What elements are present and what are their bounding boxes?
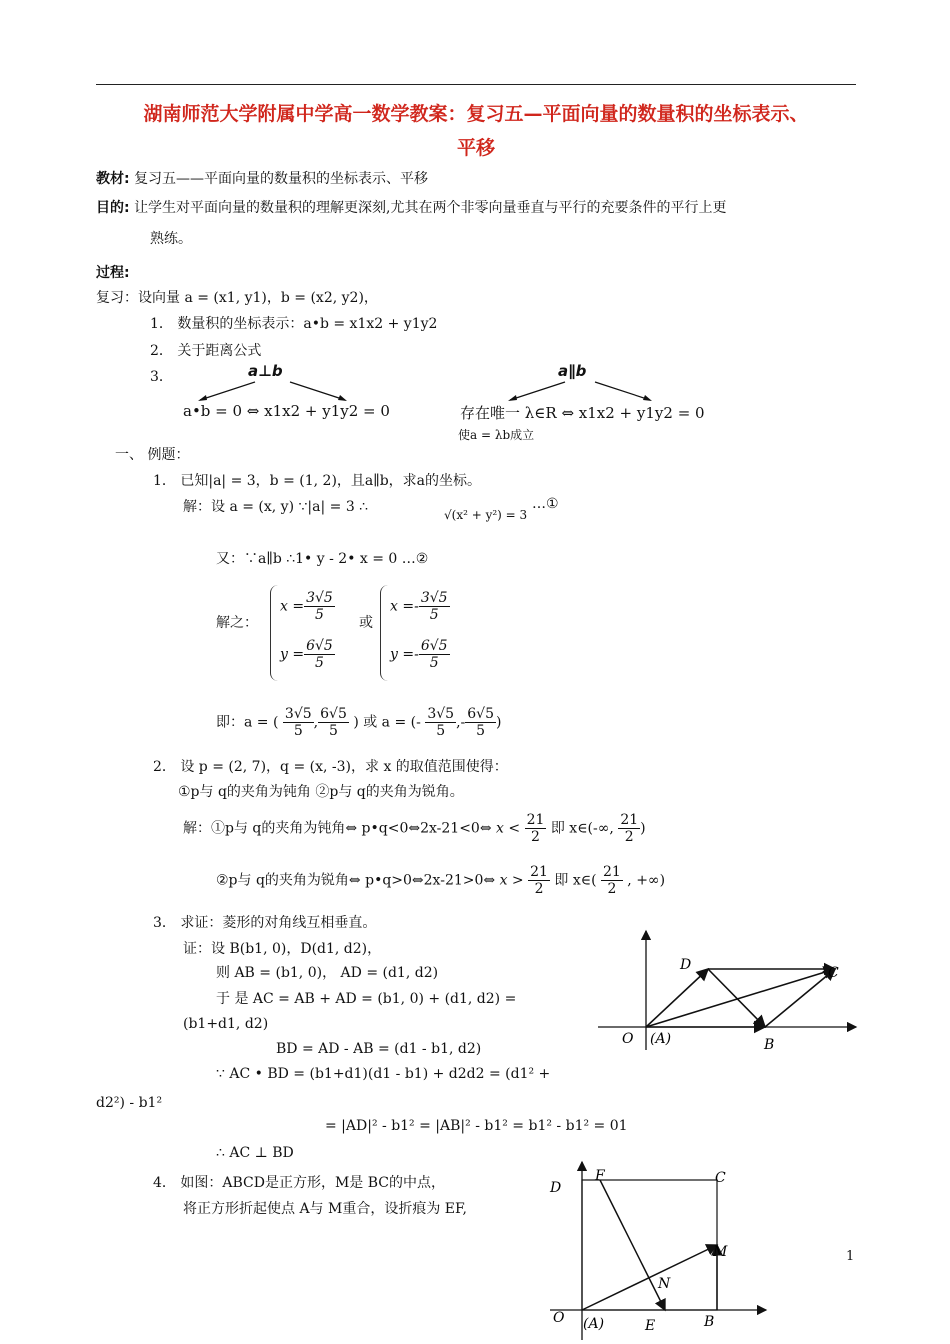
frac-num: 6√5 [420,638,448,654]
answer-or: ) 或 a = (- [353,714,421,731]
parallel-title: a∥b [558,362,587,380]
ex2-frac [618,812,640,845]
label-c: C [828,965,839,981]
frac-num: 3√5 [420,590,448,606]
ex3-proof7: d2²) - b1² [96,1095,163,1111]
ex2-frac [525,812,547,845]
ex1-answer: 即：a = ( $\frac{3√5}{5}$ , $\frac{6√5}{5}$ ) 或 a = (- $\frac{3√5}{5}$ ,- $\frac{6√5}{5}$ ) [216,706,502,740]
parallel-arrows [490,378,690,404]
frac-num: 21 [526,812,545,828]
frac-num: 3√5 [284,706,312,722]
goal-label: 目的: [96,200,130,216]
ans-frac [318,706,349,739]
frac-den: 5 [329,723,338,740]
header-rule [96,84,856,85]
frac-num: 21 [603,864,621,880]
frac-den: 2 [624,829,634,846]
ex1-tag: …① [532,496,559,512]
parallel-formula: 存在唯一 λ∈R ⇔ x1x2 + y1y2 = 0 [460,404,705,422]
perp-title: a⊥b [248,362,283,380]
frac-den: 5 [436,723,446,740]
label-o: O [553,1310,565,1326]
goal-text: 让学生对平面向量的数量积的理解更深刻,尤其在两个非零向量垂直与平行的充要条件的平行上更 [134,200,727,216]
ans-frac [425,706,456,739]
material-line [96,168,428,188]
vector-ac [646,969,835,1027]
perp-formula: a•b = 0 ⇔ x1x2 + y1y2 = 0 [183,402,390,420]
label-c: C [715,1170,726,1186]
sol1-x: x = $\frac{3√5}{5}$ [280,590,333,624]
ex3-proof4: (b1+d1, d2) [183,1016,269,1032]
ex1-question: 1． 已知|a| = 3，b = (1, 2)，且a∥b，求a的坐标。 [153,473,482,489]
frac-den: 5 [293,723,303,740]
perp-arrows [180,378,380,404]
vector-bc [765,969,835,1027]
page-title-cont: 平移 [456,137,495,159]
sol1-x-frac [304,590,335,623]
frac-den: 5 [315,655,324,672]
frac-den: 2 [534,881,544,898]
frac-num: 21 [620,812,639,828]
square-abcd [582,1180,717,1310]
ex3-proof5: BD = AD - AB = (d1 - b1, d2) [276,1041,482,1057]
frac-num: 3√5 [427,706,455,722]
frac-num: 6√5 [467,706,494,722]
ex4-question-cont: 将正方形折起使点 A与 M重合，设折痕为 EF, [183,1201,467,1217]
sol2-y-frac [419,638,450,671]
ex2-conditions: ①p与 q的夹角为钝角 ②p与 q的夹角为锐角。 [178,784,464,800]
label-f: F [595,1168,605,1184]
label-n: N [658,1276,671,1292]
page-number: 1 [846,1249,855,1264]
material-text: 复习五——平面向量的数量积的坐标表示、平移 [134,171,429,187]
brace-right [380,585,389,681]
label-a: (A) [650,1031,672,1047]
ex2-frac [528,864,550,897]
fold-line-ef [600,1180,665,1310]
ex2-frac [601,864,623,897]
goal-text-cont: 熟练。 [150,231,192,247]
ex4-question: 4． 如图：ABCD是正方形，M是 BC的中点， [153,1175,445,1191]
parallel-note: 使a = λb成立 [458,428,535,442]
sol2-y: y =- $\frac{6√5}{5}$ [390,638,448,672]
sol2-x: x =- $\frac{3√5}{5}$ [390,590,448,624]
ex2-s2-tail: 即 x∈( [554,872,597,889]
label-e: E [645,1318,656,1334]
material-label: 教材: [96,171,130,187]
ex2-s2-end: , +∞) [627,872,666,889]
frac-num: 6√5 [320,706,347,722]
frac-den: 5 [429,655,439,672]
ex3-proof3: 于 是 AC = AB + AD = (b1, 0) + (d1, d2) = [216,991,517,1007]
sol1-y-frac [304,638,335,671]
page-title: 湖南师范大学附属中学高一数学教案：复习五—平面向量的数量积的坐标表示、 [143,103,809,125]
vector-db [708,969,765,1027]
ex3-proof8: = |AD|² - b1² = |AB|² - b1² = b1² - b1² = 01 [325,1118,628,1134]
sol2-x-frac [419,590,450,623]
review-intro: 复习：设向量 a = (x1, y1)，b = (x2, y2)， [96,290,378,306]
label-a: (A) [583,1316,605,1332]
label-b: B [764,1037,775,1053]
frac-den: 5 [476,723,486,740]
rhombus-figure [590,925,860,1055]
label-o: O [622,1031,634,1047]
frac-num: 21 [530,864,548,880]
ex3-proof1: 证：设 B(b1, 0)，D(d1, d2)， [183,941,382,957]
frac-num: 3√5 [306,590,333,606]
frac-den: 5 [314,607,324,624]
examples-heading: 一、 例题： [115,447,190,463]
label-m: M [713,1244,728,1260]
label-d: D [680,957,692,973]
frac-den: 2 [531,829,540,846]
ex2-question: 2． 设 p = (2, 7)，q = (x, -3)，求 x 的取值范围使得： [153,759,508,775]
ex2-s2-text: ②p与 q的夹角为锐角⇔ p•q>0⇔2x-21>0⇔ [216,872,496,889]
answer-label: 即：a = ( [216,714,279,731]
sol1-y: y = $\frac{6√5}{5}$ [280,638,333,672]
label-b: B [704,1314,715,1330]
square-figure [540,1160,770,1342]
ex3-proof2: 则 AB = (b1, 0)， AD = (d1, d2) [216,965,439,981]
ex1-or: 或 [359,615,373,631]
review-item1: 1． 数量积的坐标表示：a•b = x1x2 + y1y2 [150,316,438,332]
ex1-root: √(x² + y²) = 3 [444,508,528,522]
ex1-solve-label: 解之： [216,615,258,631]
process-label: 过程: [96,265,130,281]
ans-frac [465,706,496,739]
ex3-question: 3． 求证：菱形的对角线互相垂直。 [153,915,377,931]
ex2-solution1: 解：①p与 q的夹角为钝角⇔ p•q<0⇔2x-21<0⇔ x < $\frac{21}{2}$ 即 x∈(-∞, $\frac{21}{2}$ ) [183,812,646,846]
ex2-s1-tail: 即 x∈(-∞, [550,820,614,837]
frac-num: 6√5 [306,638,333,654]
goal-line [96,197,727,217]
ex2-s1-text: 解：①p与 q的夹角为钝角⇔ p•q<0⇔2x-21<0⇔ [183,820,492,837]
label-d: D [550,1180,562,1196]
ex2-solution2: ②p与 q的夹角为锐角⇔ p•q>0⇔2x-21>0⇔ x > $\frac{21}{2}$ 即 x∈( $\frac{21}{2}$ , +∞) [216,864,666,898]
review-item3-num: 3． [150,369,173,385]
vector-am [582,1245,717,1310]
ex1-step1: 解：设 a = (x, y) ∵|a| = 3 ∴ [183,499,369,515]
ans-frac [283,706,314,739]
frac-den: 5 [429,607,439,624]
review-item2: 2． 关于距离公式 [150,343,262,359]
frac-den: 2 [607,881,617,898]
ex3-proof6: ∵ AC • BD = (b1+d1)(d1 - b1) + d2d2 = (d1² + [216,1066,551,1082]
ex3-proof9: ∴ AC ⊥ BD [216,1145,294,1161]
ex1-step2: 又：∵a∥b ∴1• y - 2• x = 0 …② [216,551,429,567]
brace-left [270,585,279,681]
